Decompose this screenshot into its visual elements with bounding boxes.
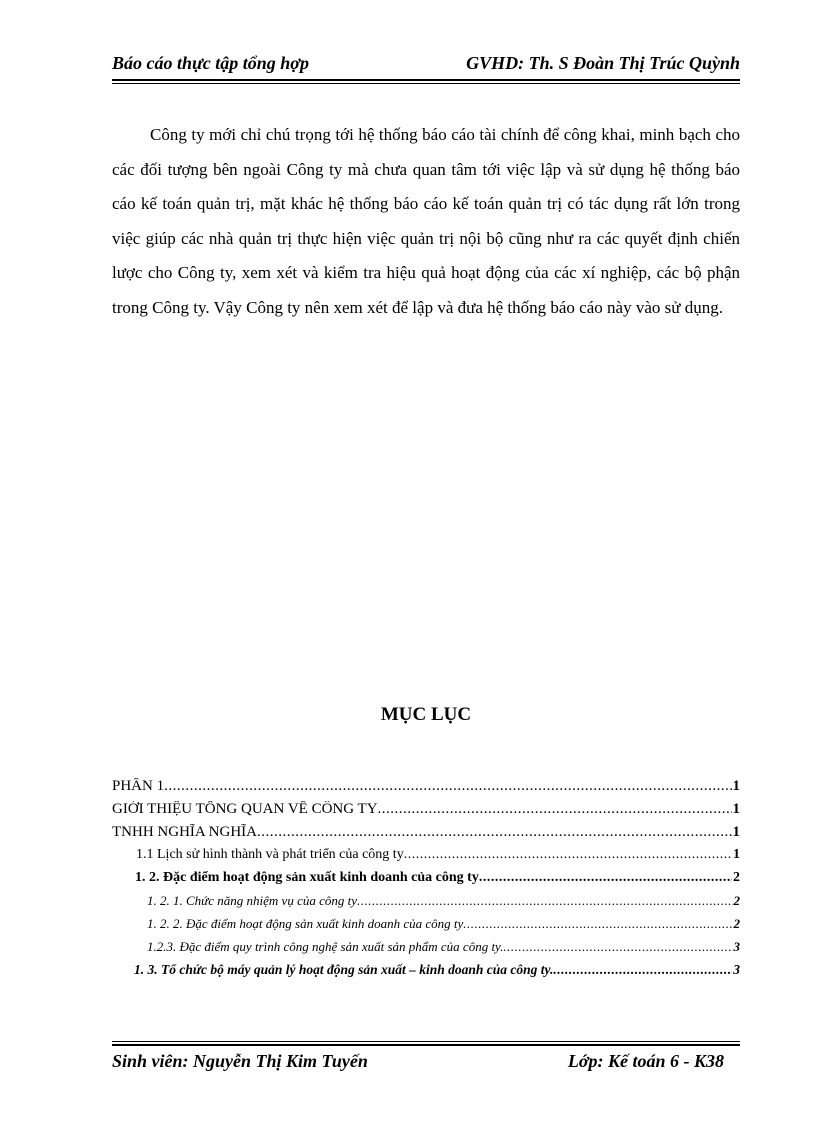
toc-entry[interactable] (112, 778, 740, 801)
toc-entry[interactable] (112, 939, 740, 962)
toc-entry[interactable] (112, 824, 740, 847)
body-paragraph: Công ty mới chỉ chú trọng tới hệ thống báo cáo tài chính để công khai, minh bạch cho các đối tượng bên ngoài Công ty mà chưa quan tâm tới việc lập và sử dụng hệ thống báo cáo kế toán quản trị, mặt khác hệ thống báo cáo kế toán quản trị có tác dụng rất lớn trong việc giúp các nhà quản trị thực hiện việc quản trị nội bộ cũng như ra các quyết định chiến lược cho Công ty, xem xét và kiểm tra hiệu quả hoạt động của các xí nghiệp, các bộ phận trong Công ty. Vậy Công ty nên xem xét để lập và đưa hệ thống báo cáo này vào sử dụng. (112, 125, 740, 317)
toc-page-number: 1 (732, 801, 740, 817)
footer-class: Lớp: Kế toán 6 - K38 (567, 1051, 724, 1071)
toc-leader-dots (404, 847, 732, 863)
header-supervisor: GVHD: Th. S Đoàn Thị Trúc Quỳnh (466, 53, 740, 73)
toc-leader-dots (553, 962, 732, 978)
toc-entry-text: PHẦN 1 (112, 778, 165, 794)
footer-student: Sinh viên: Nguyễn Thị Kim Tuyến (112, 1051, 368, 1071)
footer-divider (112, 1041, 740, 1046)
toc-page-number: 3 (733, 939, 740, 954)
toc-page-number: 3 (733, 962, 740, 977)
toc-page-number: 1 (732, 824, 740, 840)
toc-leader-dots (378, 801, 732, 818)
toc-entry-text: GIỚI THIỆU TỔNG QUAN VỀ CÔNG TY (112, 801, 378, 817)
header-divider (112, 79, 740, 84)
page-header (112, 53, 740, 77)
toc-entry[interactable] (112, 801, 740, 824)
toc-entry-text: 1. 2. 2. Đặc điểm hoạt động sản xuất kinh doanh của công ty (147, 916, 464, 931)
toc-page-number: 2 (733, 916, 740, 931)
toc-page-number: 2 (733, 893, 740, 908)
toc-entry[interactable] (112, 893, 740, 916)
toc-entry[interactable] (112, 916, 740, 939)
toc-entry-text: 1. 3. Tổ chức bộ máy quản lý hoạt động sản xuất – kinh doanh của công ty. (134, 962, 554, 977)
toc-entry-text: 1. 2. Đặc điểm hoạt động sản xuất kinh doanh của công ty (135, 870, 479, 885)
toc-entry-text: TNHH NGHĨA NGHĨA (112, 824, 257, 840)
toc-leader-dots (479, 870, 732, 886)
table-of-contents (112, 778, 740, 985)
header-report-title: Báo cáo thực tập tổng hợp (112, 53, 309, 73)
toc-entry-text: 1.1 Lịch sử hình thành và phát triển của công ty (136, 847, 404, 862)
toc-leader-dots (463, 916, 732, 932)
toc-leader-dots (357, 893, 733, 909)
toc-page-number: 2 (733, 870, 740, 885)
toc-page-number: 1 (732, 778, 740, 794)
page-footer (112, 1051, 740, 1075)
toc-page-number: 1 (733, 847, 740, 862)
toc-leader-dots (164, 778, 731, 795)
toc-entry-text: 1.2.3. Đặc điểm quy trình công nghệ sản xuất sản phẩm của công ty. (147, 939, 504, 954)
toc-entry-text: 1. 2. 1. Chức năng nhiệm vụ của công ty (147, 893, 357, 908)
toc-leader-dots (257, 824, 732, 841)
toc-leader-dots (503, 939, 732, 955)
toc-entry[interactable] (112, 870, 740, 893)
toc-title: MỤC LỤC (380, 704, 472, 725)
toc-entry[interactable] (112, 962, 740, 985)
toc-entry[interactable] (112, 847, 740, 870)
